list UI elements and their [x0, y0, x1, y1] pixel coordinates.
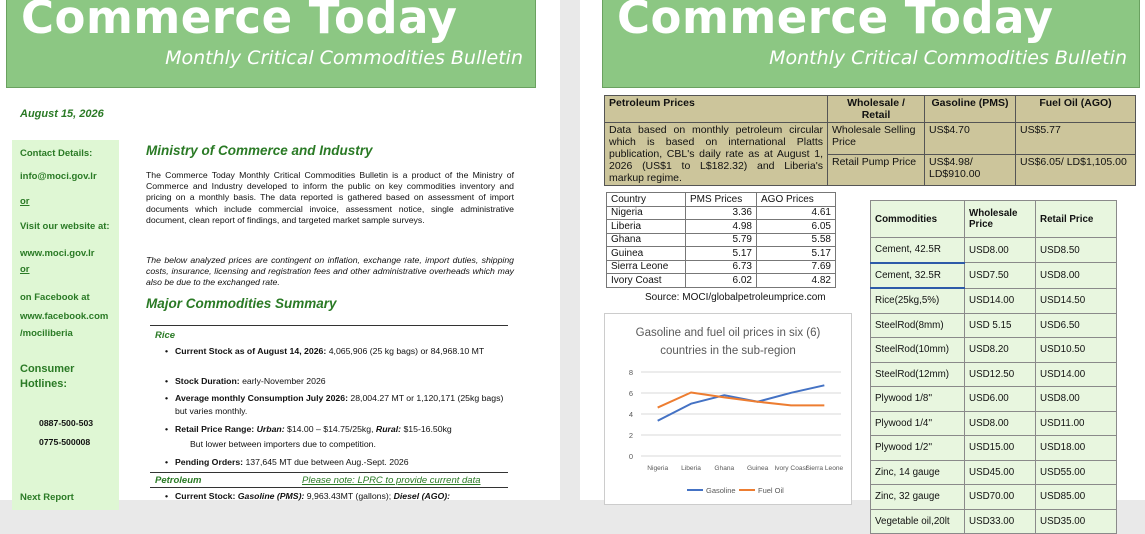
right-page — [580, 0, 1145, 527]
pms-cell: 4.98 — [686, 220, 757, 234]
y-tick-label: 4 — [628, 410, 633, 419]
commodity-name: Zinc, 14 gauge — [871, 460, 965, 485]
table-row — [871, 338, 1117, 363]
x-tick-label: Nigeria — [647, 465, 669, 472]
retail-price: USD18.00 — [1036, 436, 1117, 461]
header-cell: Fuel Oil (AGO) — [1016, 96, 1136, 123]
retail-price: USD8.00 — [1036, 263, 1117, 289]
country-cell: Guinea — [607, 247, 686, 261]
rice-duration-item: • Stock Duration: early-November 2026 — [175, 375, 505, 388]
wholesale-price: USD70.00 — [965, 485, 1036, 510]
x-tick-label: Ivory Coast — [774, 465, 808, 472]
table-row — [871, 411, 1117, 436]
or-label: or — [20, 196, 30, 207]
divider — [150, 325, 508, 326]
header-cell: PMS Prices — [686, 193, 757, 207]
table-row — [607, 260, 836, 274]
commodity-name: SteelRod(12mm) — [871, 362, 965, 387]
petroleum-section-label: Petroleum — [155, 475, 202, 486]
table-row — [871, 263, 1117, 289]
right-banner — [602, 0, 1140, 88]
or-label: or — [20, 264, 30, 275]
x-tick-label: Sierra Leone — [805, 465, 844, 472]
table-row — [871, 362, 1117, 387]
bulletin-date: August 15, 2026 — [20, 108, 104, 120]
retail-price: USD14.50 — [1036, 288, 1117, 313]
y-tick-label: 0 — [628, 452, 633, 461]
pms-cell: 5.79 — [686, 233, 757, 247]
ministry-heading: Ministry of Commerce and Industry — [146, 143, 373, 158]
commodity-name: Plywood 1/4'' — [871, 411, 965, 436]
facebook-url[interactable]: www.facebook.com — [20, 311, 109, 322]
commodity-name: Zinc, 32 gauge — [871, 485, 965, 510]
visit-label: Visit our website at: — [20, 221, 110, 232]
pms-cell: 6.02 — [686, 274, 757, 288]
retail-price: USD55.00 — [1036, 460, 1117, 485]
chart-svg — [605, 314, 851, 504]
pms-cell: 6.73 — [686, 260, 757, 274]
banner-subtitle: Monthly Critical Commodities Bulletin — [165, 47, 523, 69]
x-tick-label: Guinea — [747, 465, 769, 472]
left-banner — [6, 0, 536, 88]
table-row — [607, 233, 836, 247]
rice-price-note: But lower between importers due to competition. — [190, 439, 376, 449]
y-tick-label: 8 — [628, 368, 633, 377]
facebook-label: on Facebook at — [20, 292, 90, 303]
table-row — [607, 206, 836, 220]
country-cell: Ivory Coast — [607, 274, 686, 288]
wholesale-price: USD33.00 — [965, 509, 1036, 534]
table-row — [871, 288, 1117, 313]
retail-price: USD10.50 — [1036, 338, 1117, 363]
petroleum-prices-table — [604, 95, 1136, 186]
table-row — [607, 247, 836, 261]
hotline-phone: 0775-500008 — [39, 437, 91, 447]
table-row — [871, 387, 1117, 412]
ago-cell: 5.17 — [757, 247, 836, 261]
hotline-phone: 0887-500-503 — [39, 418, 94, 428]
commodity-name: Cement, 32.5R — [871, 263, 965, 289]
rice-price-item: • Retail Price Range: Urban: $14.00 – $14.75/25kg, Rural: $15-16.50kg — [175, 423, 505, 436]
series-line-fuel-oil — [658, 392, 825, 407]
summary-heading: Major Commodities Summary — [146, 296, 337, 311]
wholesale-price: USD12.50 — [965, 362, 1036, 387]
petroleum-note: Please note: LPRC to provide current data — [302, 475, 481, 486]
commodity-name: Plywood 1/2'' — [871, 436, 965, 461]
contact-email[interactable]: info@moci.gov.lr — [20, 171, 97, 182]
commodity-name: Rice(25kg,5%) — [871, 288, 965, 313]
wholesale-price: USD6.00 — [965, 387, 1036, 412]
chart-title-line2: countries in the sub-region — [660, 345, 796, 357]
chart-title-line1: Gasoline and fuel oil prices in six (6) — [635, 327, 821, 339]
petroleum-stock-item: • Current Stock: Gasoline (PMS): 9,963.43MT (gallons); Diesel (AGO): — [175, 490, 505, 503]
table-row — [871, 485, 1117, 510]
hotlines-label: Hotlines: — [20, 378, 68, 390]
table-row — [605, 123, 1136, 155]
contact-sidebar — [12, 140, 119, 510]
contact-label: Contact Details: — [20, 148, 93, 159]
wholesale-price: USD14.00 — [965, 288, 1036, 313]
y-tick-label: 6 — [628, 389, 633, 398]
table-row — [871, 436, 1117, 461]
divider — [150, 487, 508, 488]
retail-price: USD6.50 — [1036, 313, 1117, 338]
header-cell: Country — [607, 193, 686, 207]
pms-price: US$4.70 — [925, 123, 1016, 155]
retail-price: USD85.00 — [1036, 485, 1117, 510]
country-cell: Ghana — [607, 233, 686, 247]
consumer-label: Consumer — [20, 363, 75, 375]
intro-paragraph: The Commerce Today Monthly Critical Commodities Bulletin is a product of the Ministry of Commerce and Industry developed to inform the public on key commodities inventory and pricing on a monthly basis. The data reported is gathered based on assessment of import documents which include commercial invoice, assessment notice, single administrative document, clean report of findings, and targeted market sample surveys. — [146, 170, 514, 225]
rice-orders-item: • Pending Orders: 137,645 MT due between Aug.-Sept. 2026 — [175, 456, 505, 469]
commodity-name: Vegetable oil,20lt — [871, 509, 965, 534]
source-note: Source: MOCI/globalpetroleumprice.com — [645, 292, 826, 303]
wholesale-price: USD 5.15 — [965, 313, 1036, 338]
table-row — [607, 220, 836, 234]
commodity-name: SteelRod(10mm) — [871, 338, 965, 363]
wholesale-price: USD15.00 — [965, 436, 1036, 461]
banner-title: Commerce Today — [617, 0, 1054, 44]
wholesale-price: USD8.20 — [965, 338, 1036, 363]
banner-subtitle: Monthly Critical Commodities Bulletin — [769, 47, 1127, 69]
website-link[interactable]: www.moci.gov.lr — [20, 248, 95, 259]
table-row — [871, 313, 1117, 338]
header-cell: Gasoline (PMS) — [925, 96, 1016, 123]
pms-price: US$4.98/ LD$910.00 — [925, 154, 1016, 186]
header-cell: Wholesale / Retail — [828, 96, 925, 123]
y-tick-label: 2 — [628, 431, 633, 440]
ago-price: US$5.77 — [1016, 123, 1136, 155]
commodity-name: SteelRod(8mm) — [871, 313, 965, 338]
x-tick-label: Liberia — [681, 465, 701, 472]
country-cell: Sierra Leone — [607, 260, 686, 274]
wholesale-price: USD7.50 — [965, 263, 1036, 289]
table-header-row — [871, 201, 1117, 238]
table-header-row — [605, 96, 1136, 123]
banner-title: Commerce Today — [21, 0, 458, 44]
table-row — [871, 238, 1117, 263]
petroleum-description: Data based on monthly petroleum circular which is based on international Platts publication, CBL's daily rate as at August 1, 2026 (US$1 to L$182.32) and Liberia's markup regime. — [605, 123, 828, 186]
header-cell: Petroleum Prices — [605, 96, 828, 123]
wholesale-price: USD45.00 — [965, 460, 1036, 485]
retail-price: USD14.00 — [1036, 362, 1117, 387]
facebook-url-path[interactable]: /mociliberia — [20, 328, 73, 339]
retail-price: USD35.00 — [1036, 509, 1117, 534]
commodity-name: Plywood 1/8'' — [871, 387, 965, 412]
rice-consumption-item: • Average monthly Consumption July 2026: 28,004.27 MT or 1,120,171 (25kg bags) but varies monthly. — [175, 392, 505, 417]
pms-cell: 5.17 — [686, 247, 757, 261]
retail-price: USD11.00 — [1036, 411, 1117, 436]
ago-cell: 4.82 — [757, 274, 836, 288]
next-report-label: Next Report — [20, 492, 74, 503]
pricing-note: The below analyzed prices are contingent on inflation, exchange rate, import duties, shipping costs, insurance, licensing and registration fees and other administrative overheads which may also be due to the exchanged rate. — [146, 255, 514, 288]
country-cell: Nigeria — [607, 206, 686, 220]
table-row — [871, 509, 1117, 534]
commodity-name: Cement, 42.5R — [871, 238, 965, 263]
country-cell: Liberia — [607, 220, 686, 234]
legend-label: Gasoline — [706, 486, 736, 495]
rice-section-label: Rice — [155, 330, 176, 341]
table-header-row — [607, 193, 836, 207]
commodities-table — [870, 200, 1117, 534]
header-cell: Retail Price — [1036, 201, 1117, 238]
table-row — [871, 460, 1117, 485]
ago-cell: 7.69 — [757, 260, 836, 274]
table-row — [607, 274, 836, 288]
ago-cell: 5.58 — [757, 233, 836, 247]
country-prices-table — [606, 192, 836, 288]
legend-label: Fuel Oil — [758, 486, 784, 495]
pms-cell: 3.36 — [686, 206, 757, 220]
retail-price: USD8.50 — [1036, 238, 1117, 263]
rice-stock-item: • Current Stock as of August 14, 2026: 4,065,906 (25 kg bags) or 84,968.10 MT — [175, 345, 505, 358]
price-line-chart — [604, 313, 852, 505]
header-cell: Wholesale Price — [965, 201, 1036, 238]
ago-cell: 4.61 — [757, 206, 836, 220]
retail-price: USD8.00 — [1036, 387, 1117, 412]
x-tick-label: Ghana — [714, 465, 735, 472]
price-type: Retail Pump Price — [828, 154, 925, 186]
left-page — [0, 0, 560, 503]
price-type: Wholesale Selling Price — [828, 123, 925, 155]
wholesale-price: USD8.00 — [965, 238, 1036, 263]
ago-price: US$6.05/ LD$1,105.00 — [1016, 154, 1136, 186]
series-line-gasoline — [658, 385, 825, 420]
header-cell: AGO Prices — [757, 193, 836, 207]
wholesale-price: USD8.00 — [965, 411, 1036, 436]
divider — [150, 472, 508, 473]
header-cell: Commodities — [871, 201, 965, 238]
ago-cell: 6.05 — [757, 220, 836, 234]
